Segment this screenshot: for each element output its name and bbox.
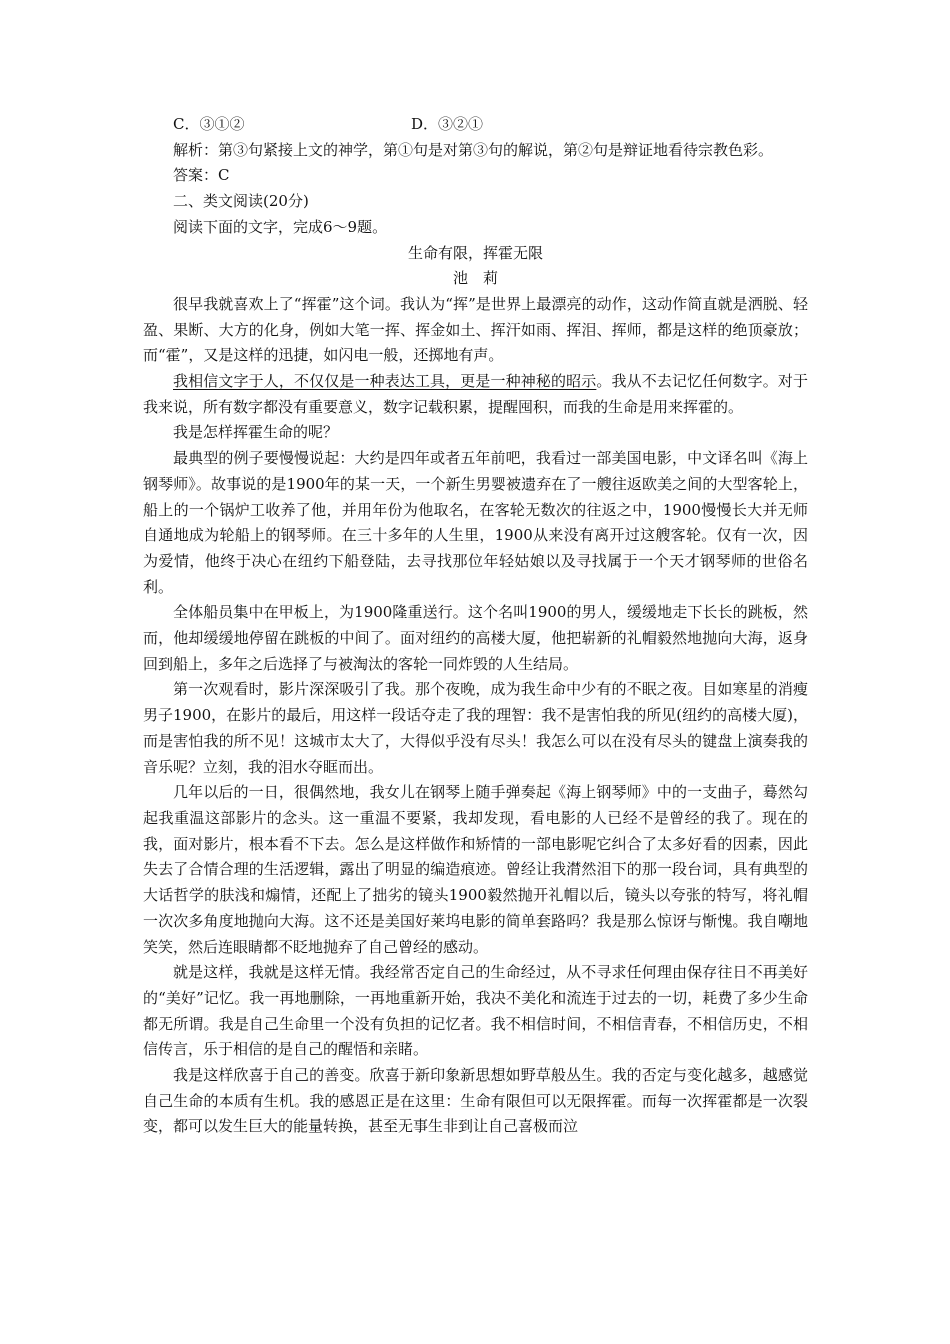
article-paragraph-5: 全体船员集中在甲板上，为1900隆重送行。这个名叫1900的男人，缓缓地走下长长的跳板，然而，他却缓缓地停留在跳板的中间了。面对纽约的高楼大厦，他把崭新的礼帽毅然地抛向大海，返身回到船上，多年之后选择了与被淘汰的客轮一同炸毁的人生结局。 — [143, 603, 808, 673]
underlined-sentence: 我相信文字于人，不仅仅是一种表达工具，更是一种神秘的昭示 — [173, 372, 597, 391]
article-paragraph-2 — [143, 369, 808, 420]
option-d: D．③②① — [411, 115, 484, 133]
article-paragraph-4: 最典型的例子要慢慢说起：大约是四年或者五年前吧，我看过一部美国电影，中文译名叫《海上钢琴师》。故事说的是1900年的某一天，一个新生男婴被遗弃在了一艘往返欧美之间的大型客轮上，船上的一个锅炉工收养了他，并用年份为他取名，在客轮无数次的往返之中，1900慢慢长大并无师自通地成为轮船上的钢琴师。在三十多年的人生里，1900从来没有离开过这艘客轮。仅有一次，因为爱情，他终于决心在纽约下船登陆，去寻找那位年轻姑娘以及寻找属于一个天才钢琴师的世俗名利。 — [143, 449, 808, 596]
section-instruction: 阅读下面的文字，完成6～9题。 — [173, 217, 388, 236]
paragraph-2-rest: 。我从不去记忆任何数字。对于我来说，所有数字都没有重要意义，数字记载积累，提醒囤积，而我的生命是用来挥霍的。 — [143, 372, 808, 416]
answer-options — [143, 112, 808, 138]
article-title: 生命有限，挥霍无限 — [407, 243, 543, 262]
section-heading: 二、类文阅读(20分) — [173, 192, 309, 211]
option-c: C．③①② — [173, 115, 245, 133]
article-paragraph-8: 就是这样，我就是这样无情。我经常否定自己的生命经过，从不寻求任何理由保存往日不再美好的“美好”记忆。我一再地删除，一再地重新开始，我决不美化和流连于过去的一切，耗费了多少生命都无所谓。我是自己生命里一个没有负担的记忆者。我不相信时间，不相信青春，不相信历史，不相信传言，乐于相信的是自己的醒悟和亲睹。 — [143, 963, 808, 1059]
document-page — [143, 112, 808, 1140]
article-paragraph-1: 很早我就喜欢上了“挥霍”这个词。我认为“挥”是世界上最漂亮的动作，这动作简直就是洒脱、轻盈、果断、大方的化身，例如大笔一挥、挥金如土、挥汗如雨、挥泪、挥师，都是这样的绝顶豪放；而“霍”，又是这样的迅捷，如闪电一般，还掷地有声。 — [143, 294, 808, 365]
article-paragraph-7: 几年以后的一日，很偶然地，我女儿在钢琴上随手弹奏起《海上钢琴师》中的一支曲子，蓦然勾起我重温这部影片的念头。这一重温不要紧，我却发现，看电影的人已经不是曾经的我了。现在的我，面对影片，根本看不下去。怎么是这样做作和矫情的一部电影呢它纠合了太多好看的因素，因此失去了合情合理的生活逻辑，露出了明显的编造痕迹。曾经让我潸然泪下的那一段台词，具有典型的大话哲学的肤浅和煽情，还配上了拙劣的镜头1900毅然抛开礼帽以后，镜头以夸张的特写，将礼帽一次次多角度地抛向大海。这不还是美国好莱坞电影的简单套路吗？我是那么惊讶与惭愧。我自嘲地笑笑，然后连眼睛都不眨地抛弃了自己曾经的感动。 — [143, 783, 808, 956]
analysis-text: 解析：第③句紧接上文的神学，第①句是对第③句的解说，第②句是辩证地看待宗教色彩。 — [173, 140, 774, 159]
answer-text: 答案：C — [173, 166, 230, 185]
article-paragraph-9: 我是这样欣喜于自己的善变。欣喜于新印象新思想如野草般丛生。我的否定与变化越多，越感觉自己生命的本质有生机。我的感恩正是在这里：生命有限但可以无限挥霍。而每一次挥霍都是一次裂变，都可以发生巨大的能量转换，甚至无事生非到让自己喜极而泣 — [143, 1066, 808, 1136]
article-author: 池 莉 — [452, 269, 498, 288]
article-paragraph-6: 第一次观看时，影片深深吸引了我。那个夜晚，成为我生命中少有的不眠之夜。目如寒星的消瘦男子1900，在影片的最后，用这样一段话夺走了我的理智：我不是害怕我的所见(纽约的高楼大厦)，而是害怕我的所不见！这城市太大了，大得似乎没有尽头！我怎么可以在没有尽头的键盘上演奏我的音乐呢？立刻，我的泪水夺眶而出。 — [143, 680, 808, 776]
article-paragraph-3: 我是怎样挥霍生命的呢？ — [173, 423, 339, 442]
